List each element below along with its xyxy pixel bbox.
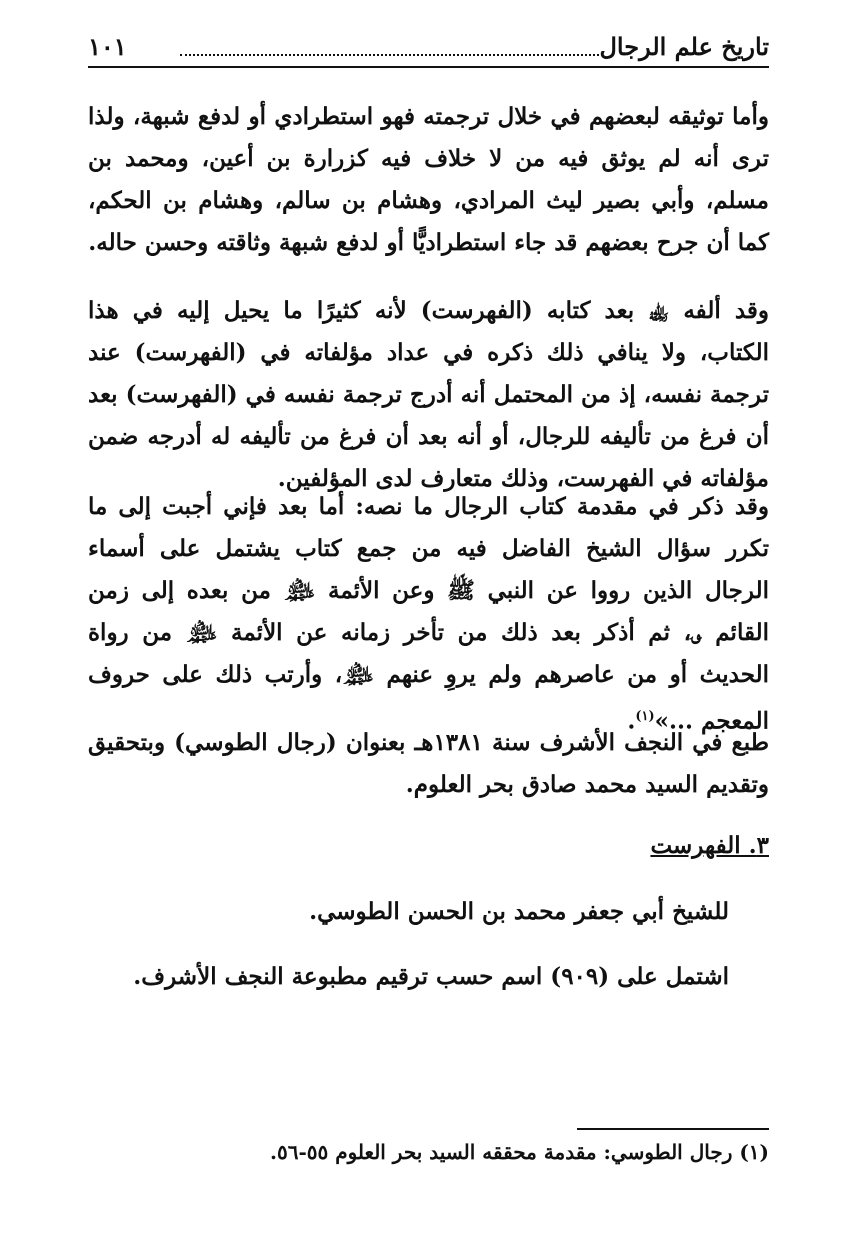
paragraph-2: وقد ألفه ﵀ بعد كتابه (الفهرست) لأنه كثيرًا ما يحيل إليه في هذا الكتاب، ولا ينافي ذلك ذكره في عداد مؤلفاته في (الفهرست) عند ترجمة نفسه، إذ من المحتمل أنه أدرج ترجمة نفسه في (الفهرست) بعد أن فرغ من تأليفه للرجال، أو أنه بعد أن فرغ من تأليفه له أدرجه ضمن مؤلفاته في الفهرست، وذلك متعارف لدى المؤلفين. [88, 297, 769, 492]
section-author-line: للشيخ أبي جعفر محمد بن الحسن الطوسي. [309, 898, 729, 925]
footnote-marker: (١) [635, 709, 655, 724]
header-dot-leader [180, 54, 599, 56]
section-contains-line: اشتمل على (٩٠٩) اسم حسب ترقيم مطبوعة النجف الأشرف. [133, 963, 729, 990]
paragraph-3-text: وقد ذكر في مقدمة كتاب الرجال ما نصه: أما بعد فإني أجبت إلى ما تكرر سؤال الشيخ الفاضل فيه من جمع كتاب يشتمل على أسماء الرجال الذين رووا عن النبي ﷺ وعن الأئمة ﵈ من بعده إلى زمن القائم ؈، ثم أذكر بعد ذلك من تأخر زمانه عن الأئمة ﵈ من رواة الحديث أو من عاصرهم ولم يروِ عنهم ﵈، وأرتب ذلك على حروف المعجم ...» [88, 493, 769, 735]
paragraph-4: طبع في النجف الأشرف سنة ١٣٨١هـ بعنوان (رجال الطوسي) وبتحقيق وتقديم السيد محمد صادق بحر العلوم. [88, 729, 769, 798]
header-title: تاريخ علم الرجال [599, 32, 769, 61]
footnote-divider [577, 1128, 769, 1130]
paragraph-1: وأما توثيقه لبعضهم في خلال ترجمته فهو استطرادي أو لدفع شبهة، ولذا ترى أنه لم يوثق فيه من لا خلاف فيه كزرارة بن أعين، ومحمد بن مسلم، وأبي بصير ليث المرادي، وهشام بن سالم، وهشام بن الحكم، كما أن جرح بعضهم قد جاء استطراديًّا أو لدفع شبهة وثاقته وحسن حاله. [88, 103, 769, 256]
running-header [88, 26, 769, 68]
section-heading: ٣. الفهرست [650, 832, 769, 859]
footnote: (١) رجال الطوسي: مقدمة محققه السيد بحر العلوم ٥٥-٥٦. [270, 1140, 769, 1164]
paragraph-3-end: . [627, 707, 636, 735]
page-number: ١٠١ [88, 32, 127, 61]
paragraph-3 [88, 486, 769, 743]
